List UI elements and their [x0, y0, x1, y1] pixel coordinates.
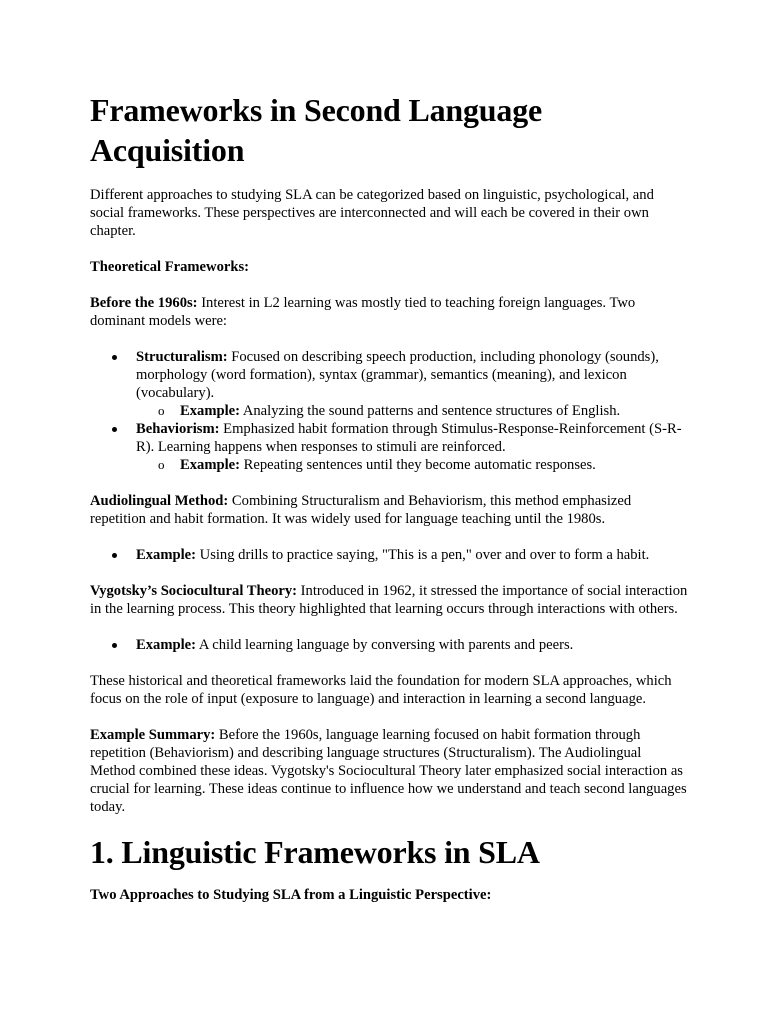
structuralism-text: Focused on describing speech production, including phonology (sounds), morphology (word formation), syntax (grammar), semantics (meaning), and lexicon (vocabulary). [136, 349, 659, 401]
document-page [90, 90, 690, 904]
example-text: Repeating sentences until they become automatic responses. [240, 457, 596, 473]
models-list [90, 348, 690, 474]
example-text: Using drills to practice saying, "This is a pen," over and over to form a habit. [196, 547, 650, 563]
audiolingual-list [90, 546, 690, 564]
theoretical-frameworks-heading [90, 258, 690, 276]
list-item-vygotsky-example [90, 636, 690, 654]
sublist-item-structuralism-example [136, 402, 690, 420]
list-item-structuralism [90, 348, 690, 420]
section-subheading: Two Approaches to Studying SLA from a Linguistic Perspective: [90, 887, 492, 903]
sublist-item-behaviorism-example [136, 456, 690, 474]
bullet-icon [112, 427, 117, 432]
bullet-icon [112, 355, 117, 360]
before-1960s-label: Before the 1960s: [90, 295, 198, 311]
before-1960s-paragraph [90, 294, 690, 330]
structuralism-label: Structuralism: [136, 349, 228, 365]
section-subheading-paragraph [90, 886, 690, 904]
vygotsky-paragraph [90, 582, 690, 618]
audiolingual-paragraph [90, 492, 690, 528]
circle-bullet-icon: o [158, 403, 165, 418]
behaviorism-text: Emphasized habit formation through Stimulus-Response-Reinforcement (S-R-R). Learning happens when responses to stimuli are reinforced. [136, 421, 682, 455]
example-label: Example: [136, 637, 196, 653]
foundation-paragraph: These historical and theoretical frameworks laid the foundation for modern SLA approaches, which focus on the role of input (exposure to language) and interaction in learning a second language. [90, 673, 672, 707]
summary-paragraph [90, 726, 690, 816]
vygotsky-text: Introduced in 1962, it stressed the importance of social interaction in the learning process. This theory highlighted that learning occurs through interactions with others. [90, 583, 688, 617]
example-label: Example: [180, 457, 240, 473]
summary-text: Before the 1960s, language learning focused on habit formation through repetition (Behaviorism) and describing language structures (Structuralism). The Audiolingual Method combined these ideas. Vygotsky's Sociocultural Theory later emphasized social interaction as crucial for learning. These ideas continue to influence how we understand and teach second languages today. [90, 727, 687, 815]
bullet-icon [112, 643, 117, 648]
example-text: Analyzing the sound patterns and sentence structures of English. [240, 403, 621, 419]
section-heading-linguistic-frameworks: 1. Linguistic Frameworks in SLA [90, 834, 540, 870]
vygotsky-label: Vygotsky’s Sociocultural Theory: [90, 583, 298, 599]
behaviorism-sublist [136, 456, 690, 474]
example-label: Example: [136, 547, 196, 563]
list-item-audiolingual-example [90, 546, 690, 564]
list-item-behaviorism [90, 420, 690, 474]
example-label: Example: [180, 403, 240, 419]
vygotsky-list [90, 636, 690, 654]
summary-label: Example Summary: [90, 727, 216, 743]
document-title: Frameworks in Second Language Acquisition [90, 92, 542, 168]
bullet-icon [112, 553, 117, 558]
intro-paragraph: Different approaches to studying SLA can be categorized based on linguistic, psychological, and social frameworks. These perspectives are interconnected and will each be covered in their own chapter. [90, 187, 654, 239]
theoretical-frameworks-label: Theoretical Frameworks: [90, 259, 249, 275]
audiolingual-text: Combining Structuralism and Behaviorism, this method emphasized repetition and habit formation. It was widely used for language teaching until the 1980s. [90, 493, 632, 527]
behaviorism-label: Behaviorism: [136, 421, 220, 437]
example-text: A child learning language by conversing with parents and peers. [196, 637, 574, 653]
audiolingual-label: Audiolingual Method: [90, 493, 229, 509]
structuralism-sublist [136, 402, 690, 420]
before-1960s-text: Interest in L2 learning was mostly tied to teaching foreign languages. Two dominant models were: [90, 295, 636, 329]
circle-bullet-icon: o [158, 457, 165, 472]
